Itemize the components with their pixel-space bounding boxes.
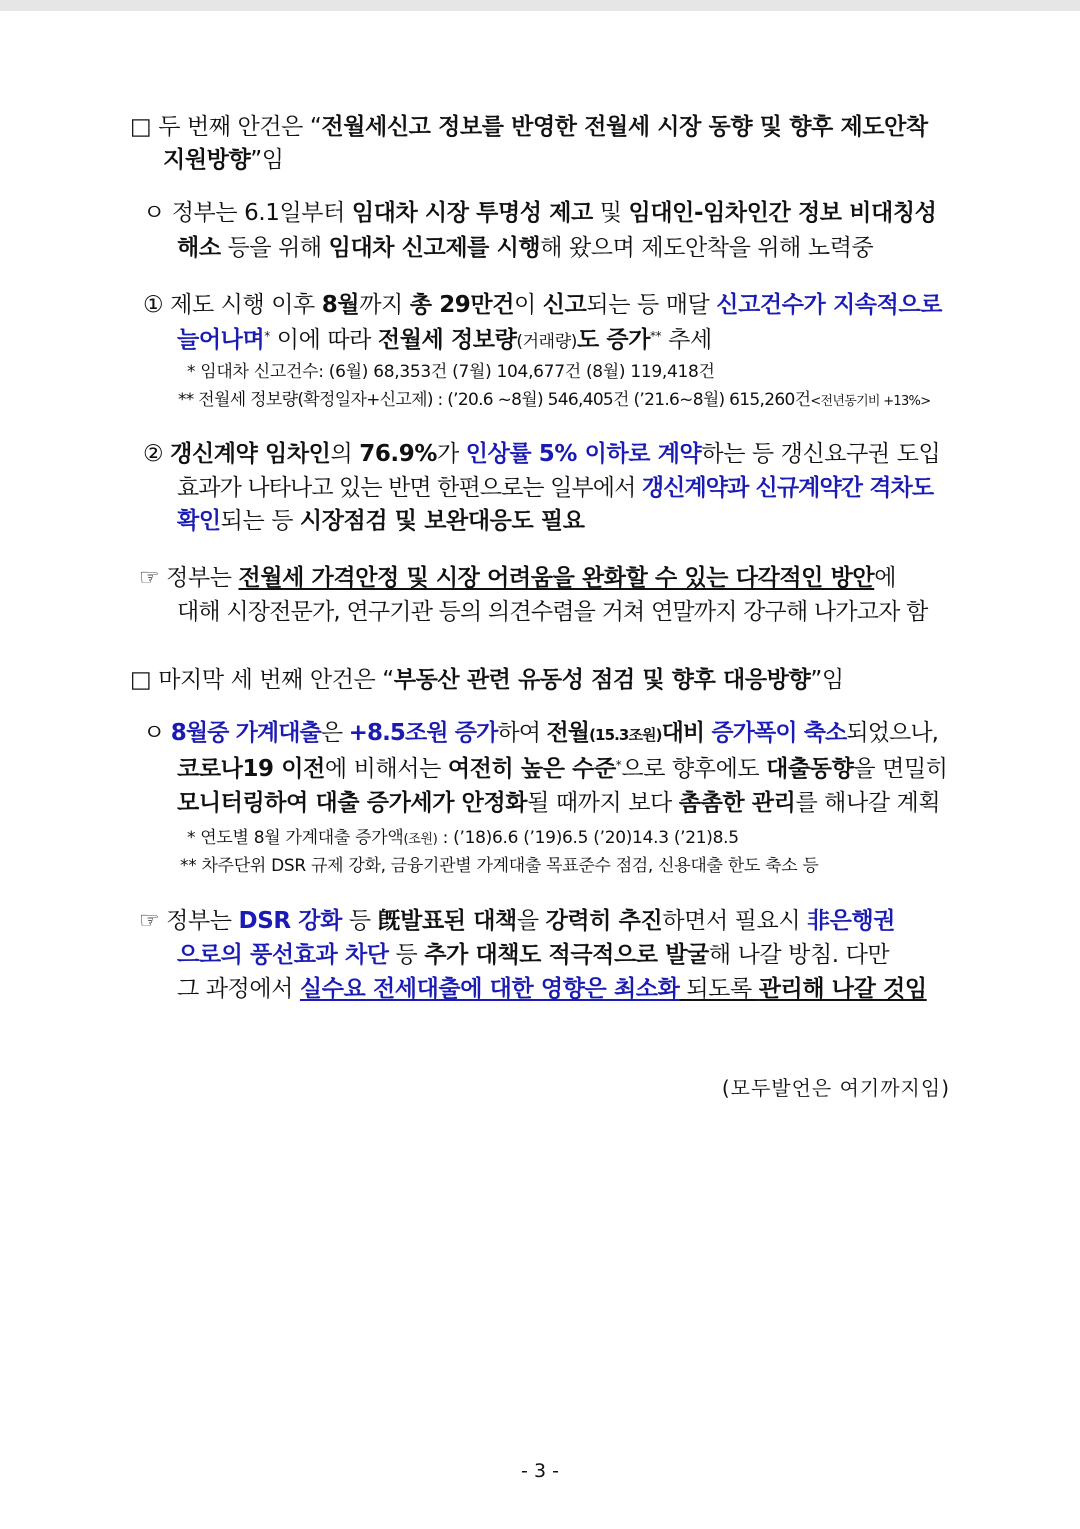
top-bar <box>0 0 1080 11</box>
item2-c1-note1: * 임대차 신고건수: (6월) 68,353건 (7월) 104,677건 (8월) 119,418건 <box>187 362 715 382</box>
item3-o-line2: 코로나19 이전에 비해서는 여전히 높은 수준*으로 향후에도 대출동향을 면밀히 <box>177 756 948 782</box>
item3-hand-line2: 으로의 풍선효과 차단 등 추가 대책도 적극적으로 발굴해 나갈 방침. 다만 <box>177 942 890 968</box>
item2-c1-note2: ** 전월세 정보량(확정일자+신고제) : (’20.6 ~8월) 546,405건 (’21.6~8월) 615,260건<전년동기비 +13%> <box>178 390 931 410</box>
item2-hand-line2: 대해 시장전문가, 연구기관 등의 의견수렴을 거쳐 연말까지 강구해 나가고자 함 <box>177 599 928 625</box>
item2-c1-line2: 늘어나며* 이에 따라 전월세 정보량(거래량)도 증가** 추세 <box>177 327 712 353</box>
item3-hand-line3: 그 과정에서 실수요 전세대출에 대한 영향은 최소화 되도록 관리해 나갈 것임 <box>177 976 927 1002</box>
item3-o-line3: 모니터링하여 대출 증가세가 안정화될 때까지 보다 촘촘한 관리를 해나갈 계획 <box>177 790 941 816</box>
item2-c2-line1: ② 갱신계약 임차인의 76.9%가 인상률 5% 이하로 계약하는 등 갱신요구권 도입 <box>143 441 941 467</box>
item2-c2-line2: 효과가 나타나고 있는 반면 한편으로는 일부에서 갱신계약과 신규계약간 격차도 <box>177 475 934 501</box>
page-number: - 3 - <box>521 1460 559 1482</box>
closing-remark: (모두발언은 여기까지임) <box>721 1076 950 1100</box>
item3-hand-line1: ☞ 정부는 DSR 강화 등 旣발표된 대책을 강력히 추진하면서 필요시 非은행권 <box>139 908 896 934</box>
item3-line1: □ 마지막 세 번째 안건은 “부동산 관련 유동성 점검 및 향후 대응방향”임 <box>130 667 844 693</box>
item2-line1: □ 두 번째 안건은 “전월세신고 정보를 반영한 전월세 시장 동향 및 향후 제도안착 <box>130 114 928 140</box>
item2-c1-line1: ① 제도 시행 이후 8월까지 총 29만건이 신고되는 등 매달 신고건수가 지속적으로 <box>143 292 943 318</box>
item3-o-line1: ㅇ 8월중 가계대출은 +8.5조원 증가하여 전월(15.3조원)대비 증가폭이 축소되었으나, <box>143 720 939 746</box>
item2-c2-line3: 확인되는 등 시장점검 및 보완대응도 필요 <box>177 508 585 534</box>
item3-o-note2: ** 차주단위 DSR 규제 강화, 금융기관별 가계대출 목표준수 점검, 신용대출 한도 축소 등 <box>180 856 819 876</box>
item3-o-note1: * 연도별 8월 가계대출 증가액(조원) : (’18)6.6 (’19)6.5 (’20)14.3 (’21)8.5 <box>187 828 739 848</box>
item2-line2: 지원방향”임 <box>163 147 284 173</box>
item2-o-line1: ㅇ 정부는 6.1일부터 임대차 시장 투명성 제고 및 임대인-임차인간 정보 비대칭성 <box>143 200 937 226</box>
item2-hand-line1: ☞ 정부는 전월세 가격안정 및 시장 어려움을 완화할 수 있는 다각적인 방안에 <box>139 565 897 591</box>
item2-o-line2: 해소 등을 위해 임대차 신고제를 시행해 왔으며 제도안착을 위해 노력중 <box>177 235 874 261</box>
